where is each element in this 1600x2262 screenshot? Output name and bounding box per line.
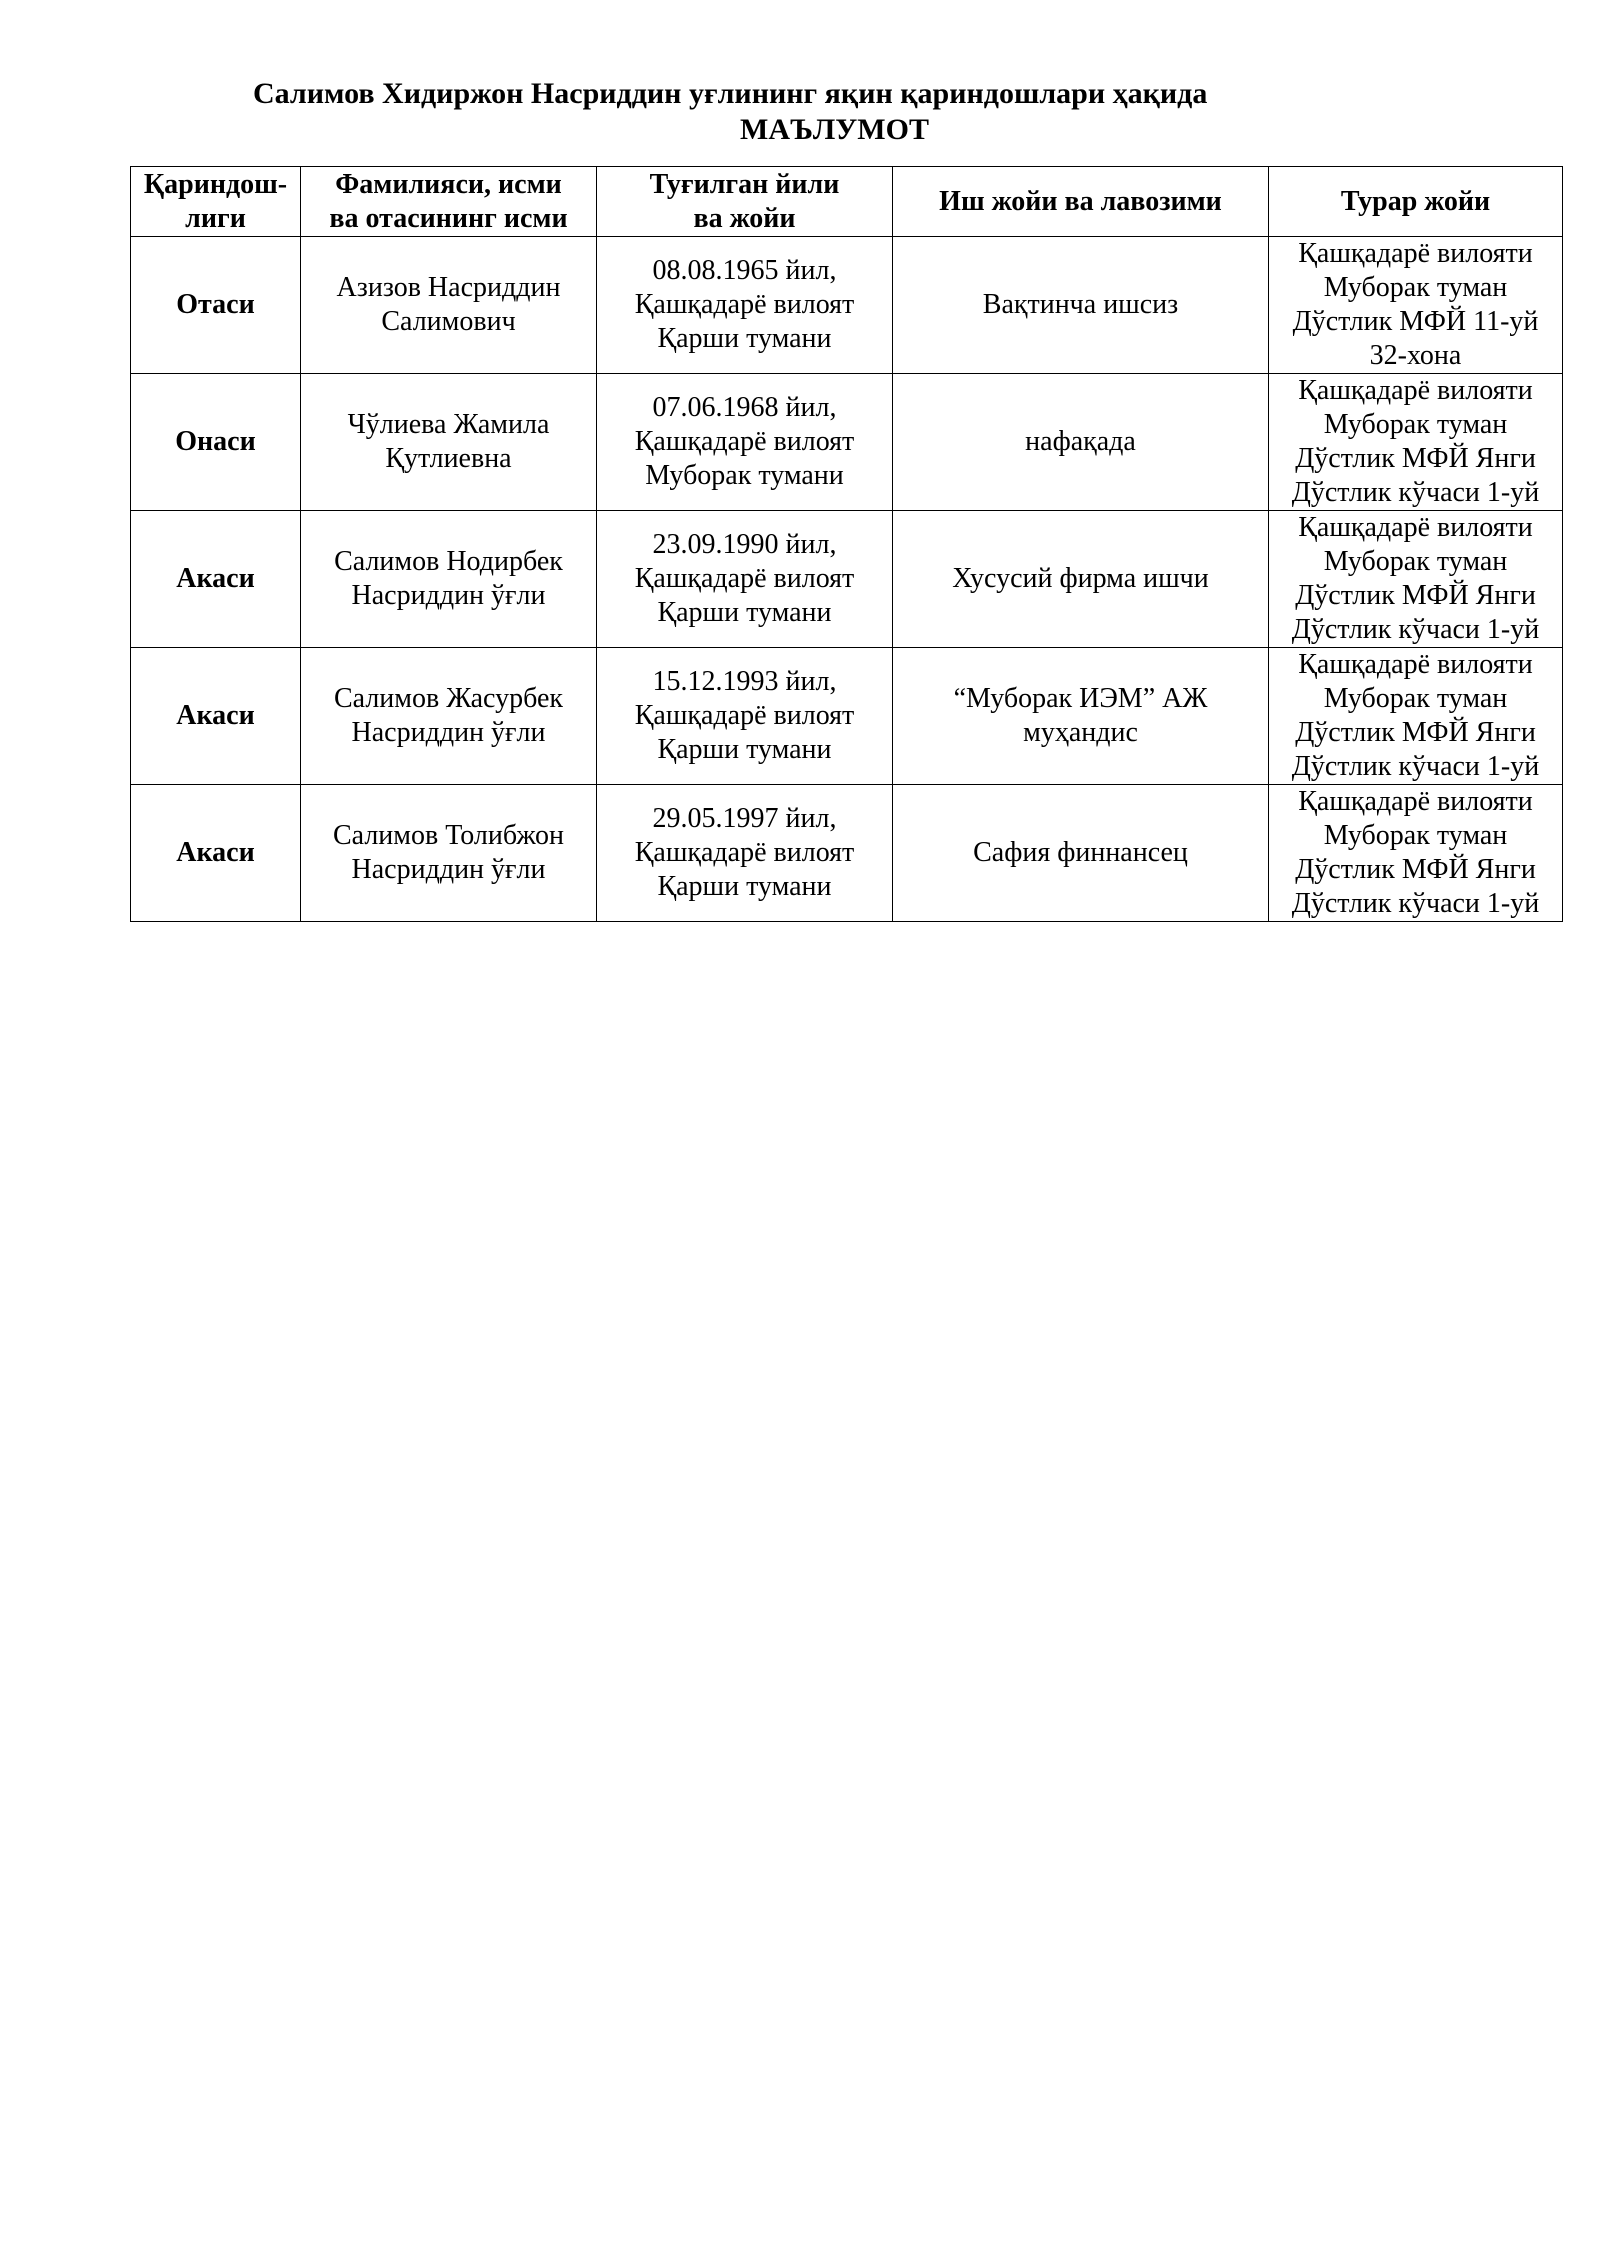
cell-job: Сафия финнансец [893,785,1269,922]
cell-job: “Муборак ИЭМ” АЖ муҳандис [893,648,1269,785]
cell-birth: 23.09.1990 йил, Қашқадарё вилоят Қарши тумани [597,511,893,648]
table-row [131,511,1563,648]
header-birth: Туғилган йили ва жойи [597,167,893,237]
cell-birth: 07.06.1968 йил, Қашқадарё вилоят Муборак тумани [597,374,893,511]
title-line-2: МАЪЛУМОТ [740,113,929,146]
cell-birth: 15.12.1993 йил, Қашқадарё вилоят Қарши тумани [597,648,893,785]
header-address: Турар жойи [1269,167,1563,237]
cell-job: нафақада [893,374,1269,511]
cell-full-name: Салимов Нодирбек Насриддин ўғли [301,511,597,648]
document-title [130,76,1450,148]
cell-birth: 08.08.1965 йил, Қашқадарё вилоят Қарши тумани [597,237,893,374]
table-row [131,237,1563,374]
cell-full-name: Чўлиева Жамила Қутлиевна [301,374,597,511]
table-row [131,785,1563,922]
cell-relation: Акаси [131,511,301,648]
header-job: Иш жойи ва лавозими [893,167,1269,237]
table-row [131,374,1563,511]
cell-relation: Акаси [131,785,301,922]
cell-address: Қашқадарё вилояти Муборак туман Дўстлик МФЙ Янги Дўстлик кўчаси 1-уй [1269,511,1563,648]
relatives-table [130,166,1563,922]
cell-job: Вақтинча ишсиз [893,237,1269,374]
cell-address: Қашқадарё вилояти Муборак туман Дўстлик МФЙ Янги Дўстлик кўчаси 1-уй [1269,785,1563,922]
cell-address: Қашқадарё вилояти Муборак туман Дўстлик МФЙ Янги Дўстлик кўчаси 1-уй [1269,648,1563,785]
cell-job: Хусусий фирма ишчи [893,511,1269,648]
header-full-name: Фамилияси, исми ва отасининг исми [301,167,597,237]
title-line-1: Салимов Хидиржон Насриддин уғлининг яқин қариндошлари ҳақида [253,77,1208,110]
table-header-row [131,167,1563,237]
header-relation: Қариндош- лиги [131,167,301,237]
cell-full-name: Салимов Толибжон Насриддин ўғли [301,785,597,922]
cell-relation: Отаси [131,237,301,374]
table-row [131,648,1563,785]
cell-address: Қашқадарё вилояти Муборак туман Дўстлик МФЙ Янги Дўстлик кўчаси 1-уй [1269,374,1563,511]
cell-address: Қашқадарё вилояти Муборак туман Дўстлик МФЙ 11-уй 32-хона [1269,237,1563,374]
cell-full-name: Азизов Насриддин Салимович [301,237,597,374]
cell-birth: 29.05.1997 йил, Қашқадарё вилоят Қарши тумани [597,785,893,922]
cell-relation: Онаси [131,374,301,511]
cell-relation: Акаси [131,648,301,785]
cell-full-name: Салимов Жасурбек Насриддин ўғли [301,648,597,785]
